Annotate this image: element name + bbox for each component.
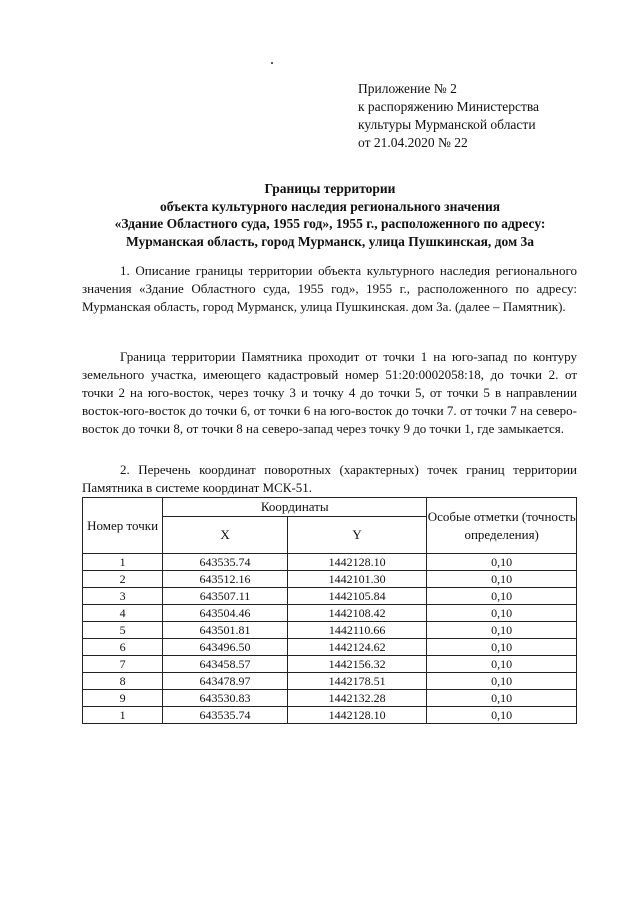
y-coordinate-cell: 1442105.84	[287, 588, 426, 605]
x-coordinate-cell: 643530.83	[163, 690, 288, 707]
table-row	[83, 605, 577, 622]
table-body	[83, 554, 577, 724]
section-1-text: 1. Описание границы территории объекта культурного наследия регионального значения «Здание Областного суда, 1955 год», 1955 г., расположенного по адресу: Мурманская область, город Мурманск, улица Пушкинская. дом 3а. (далее – Памятник).	[82, 263, 577, 314]
point-number-cell: 1	[83, 707, 163, 724]
point-number-cell: 4	[83, 605, 163, 622]
table-row	[83, 673, 577, 690]
y-coordinate-cell: 1442178.51	[287, 673, 426, 690]
point-number-cell: 7	[83, 656, 163, 673]
x-coordinate-cell: 643458.57	[163, 656, 288, 673]
x-coordinate-cell: 643512.16	[163, 571, 288, 588]
accuracy-cell: 0,10	[427, 571, 577, 588]
accuracy-cell: 0,10	[427, 622, 577, 639]
accuracy-cell: 0,10	[427, 707, 577, 724]
header-y: Y	[287, 517, 426, 554]
y-coordinate-cell: 1442156.32	[287, 656, 426, 673]
boundary-text: Граница территории Памятника проходит от точки 1 на юго-запад по контуру земельного участка, имеющего кадастровый номер 51:20:0002058:18, до точки 2. от точки 2 на юго-восток, через точку 3 и точку 4 до точки 5, от точки 5 в направлении восток-юго-восток до точки 6, от точки 6 на юго-восток до точки 7. от точки 7 на северо-восток до точки 8, от точки 8 на северо-запад через точку 9 до точки 1, где замыкается.	[82, 349, 577, 436]
x-coordinate-cell: 643507.11	[163, 588, 288, 605]
table-row	[83, 690, 577, 707]
appendix-header	[358, 80, 539, 152]
table-row	[83, 707, 577, 724]
y-coordinate-cell: 1442124.62	[287, 639, 426, 656]
section-2-heading	[82, 461, 577, 497]
appendix-date: от 21.04.2020 № 22	[358, 135, 468, 150]
x-coordinate-cell: 643501.81	[163, 622, 288, 639]
table-row	[83, 656, 577, 673]
accuracy-cell: 0,10	[427, 588, 577, 605]
section-2-text: 2. Перечень координат поворотных (характерных) точек границ территории Памятника в системе координат МСК-51.	[82, 462, 577, 495]
y-coordinate-cell: 1442101.30	[287, 571, 426, 588]
header-notes: Особые отметки (точность определения)	[427, 498, 577, 554]
point-number-cell: 2	[83, 571, 163, 588]
document-title	[70, 180, 590, 250]
accuracy-cell: 0,10	[427, 639, 577, 656]
table-row	[83, 588, 577, 605]
point-number-cell: 9	[83, 690, 163, 707]
y-coordinate-cell: 1442110.66	[287, 622, 426, 639]
y-coordinate-cell: 1442128.10	[287, 707, 426, 724]
x-coordinate-cell: 643478.97	[163, 673, 288, 690]
title-line-2: объекта культурного наследия регионального значения	[159, 198, 501, 214]
title-line-4: Мурманская область, город Мурманск, улица Пушкинская, дом 3а	[125, 233, 535, 249]
accuracy-cell: 0,10	[427, 690, 577, 707]
title-line-3: «Здание Областного суда, 1955 год», 1955 г., расположенного по адресу:	[114, 216, 546, 231]
table-row	[83, 554, 577, 571]
header-x: X	[163, 517, 288, 554]
stray-mark: .	[270, 51, 274, 68]
boundary-description	[82, 348, 577, 438]
point-number-cell: 6	[83, 639, 163, 656]
header-coordinates: Координаты	[163, 498, 427, 517]
x-coordinate-cell: 643496.50	[163, 639, 288, 656]
accuracy-cell: 0,10	[427, 656, 577, 673]
table-row	[83, 571, 577, 588]
accuracy-cell: 0,10	[427, 554, 577, 571]
point-number-cell: 1	[83, 554, 163, 571]
title-line-1: Границы территории	[264, 181, 396, 196]
table-header-row	[83, 498, 577, 517]
x-coordinate-cell: 643504.46	[163, 605, 288, 622]
point-number-cell: 5	[83, 622, 163, 639]
accuracy-cell: 0,10	[427, 605, 577, 622]
y-coordinate-cell: 1442128.10	[287, 554, 426, 571]
appendix-order: к распоряжению Министерства	[358, 99, 540, 114]
accuracy-cell: 0,10	[427, 673, 577, 690]
y-coordinate-cell: 1442108.42	[287, 605, 426, 622]
y-coordinate-cell: 1442132.28	[287, 690, 426, 707]
appendix-ministry: культуры Мурманской области	[358, 117, 536, 132]
x-coordinate-cell: 643535.74	[163, 707, 288, 724]
section-1-description	[82, 262, 577, 316]
x-coordinate-cell: 643535.74	[163, 554, 288, 571]
point-number-cell: 3	[83, 588, 163, 605]
table-row	[83, 639, 577, 656]
header-point-number: Номер точки	[83, 498, 163, 554]
point-number-cell: 8	[83, 673, 163, 690]
appendix-number: Приложение № 2	[358, 81, 457, 96]
coordinates-table	[82, 497, 577, 724]
table-row	[83, 622, 577, 639]
